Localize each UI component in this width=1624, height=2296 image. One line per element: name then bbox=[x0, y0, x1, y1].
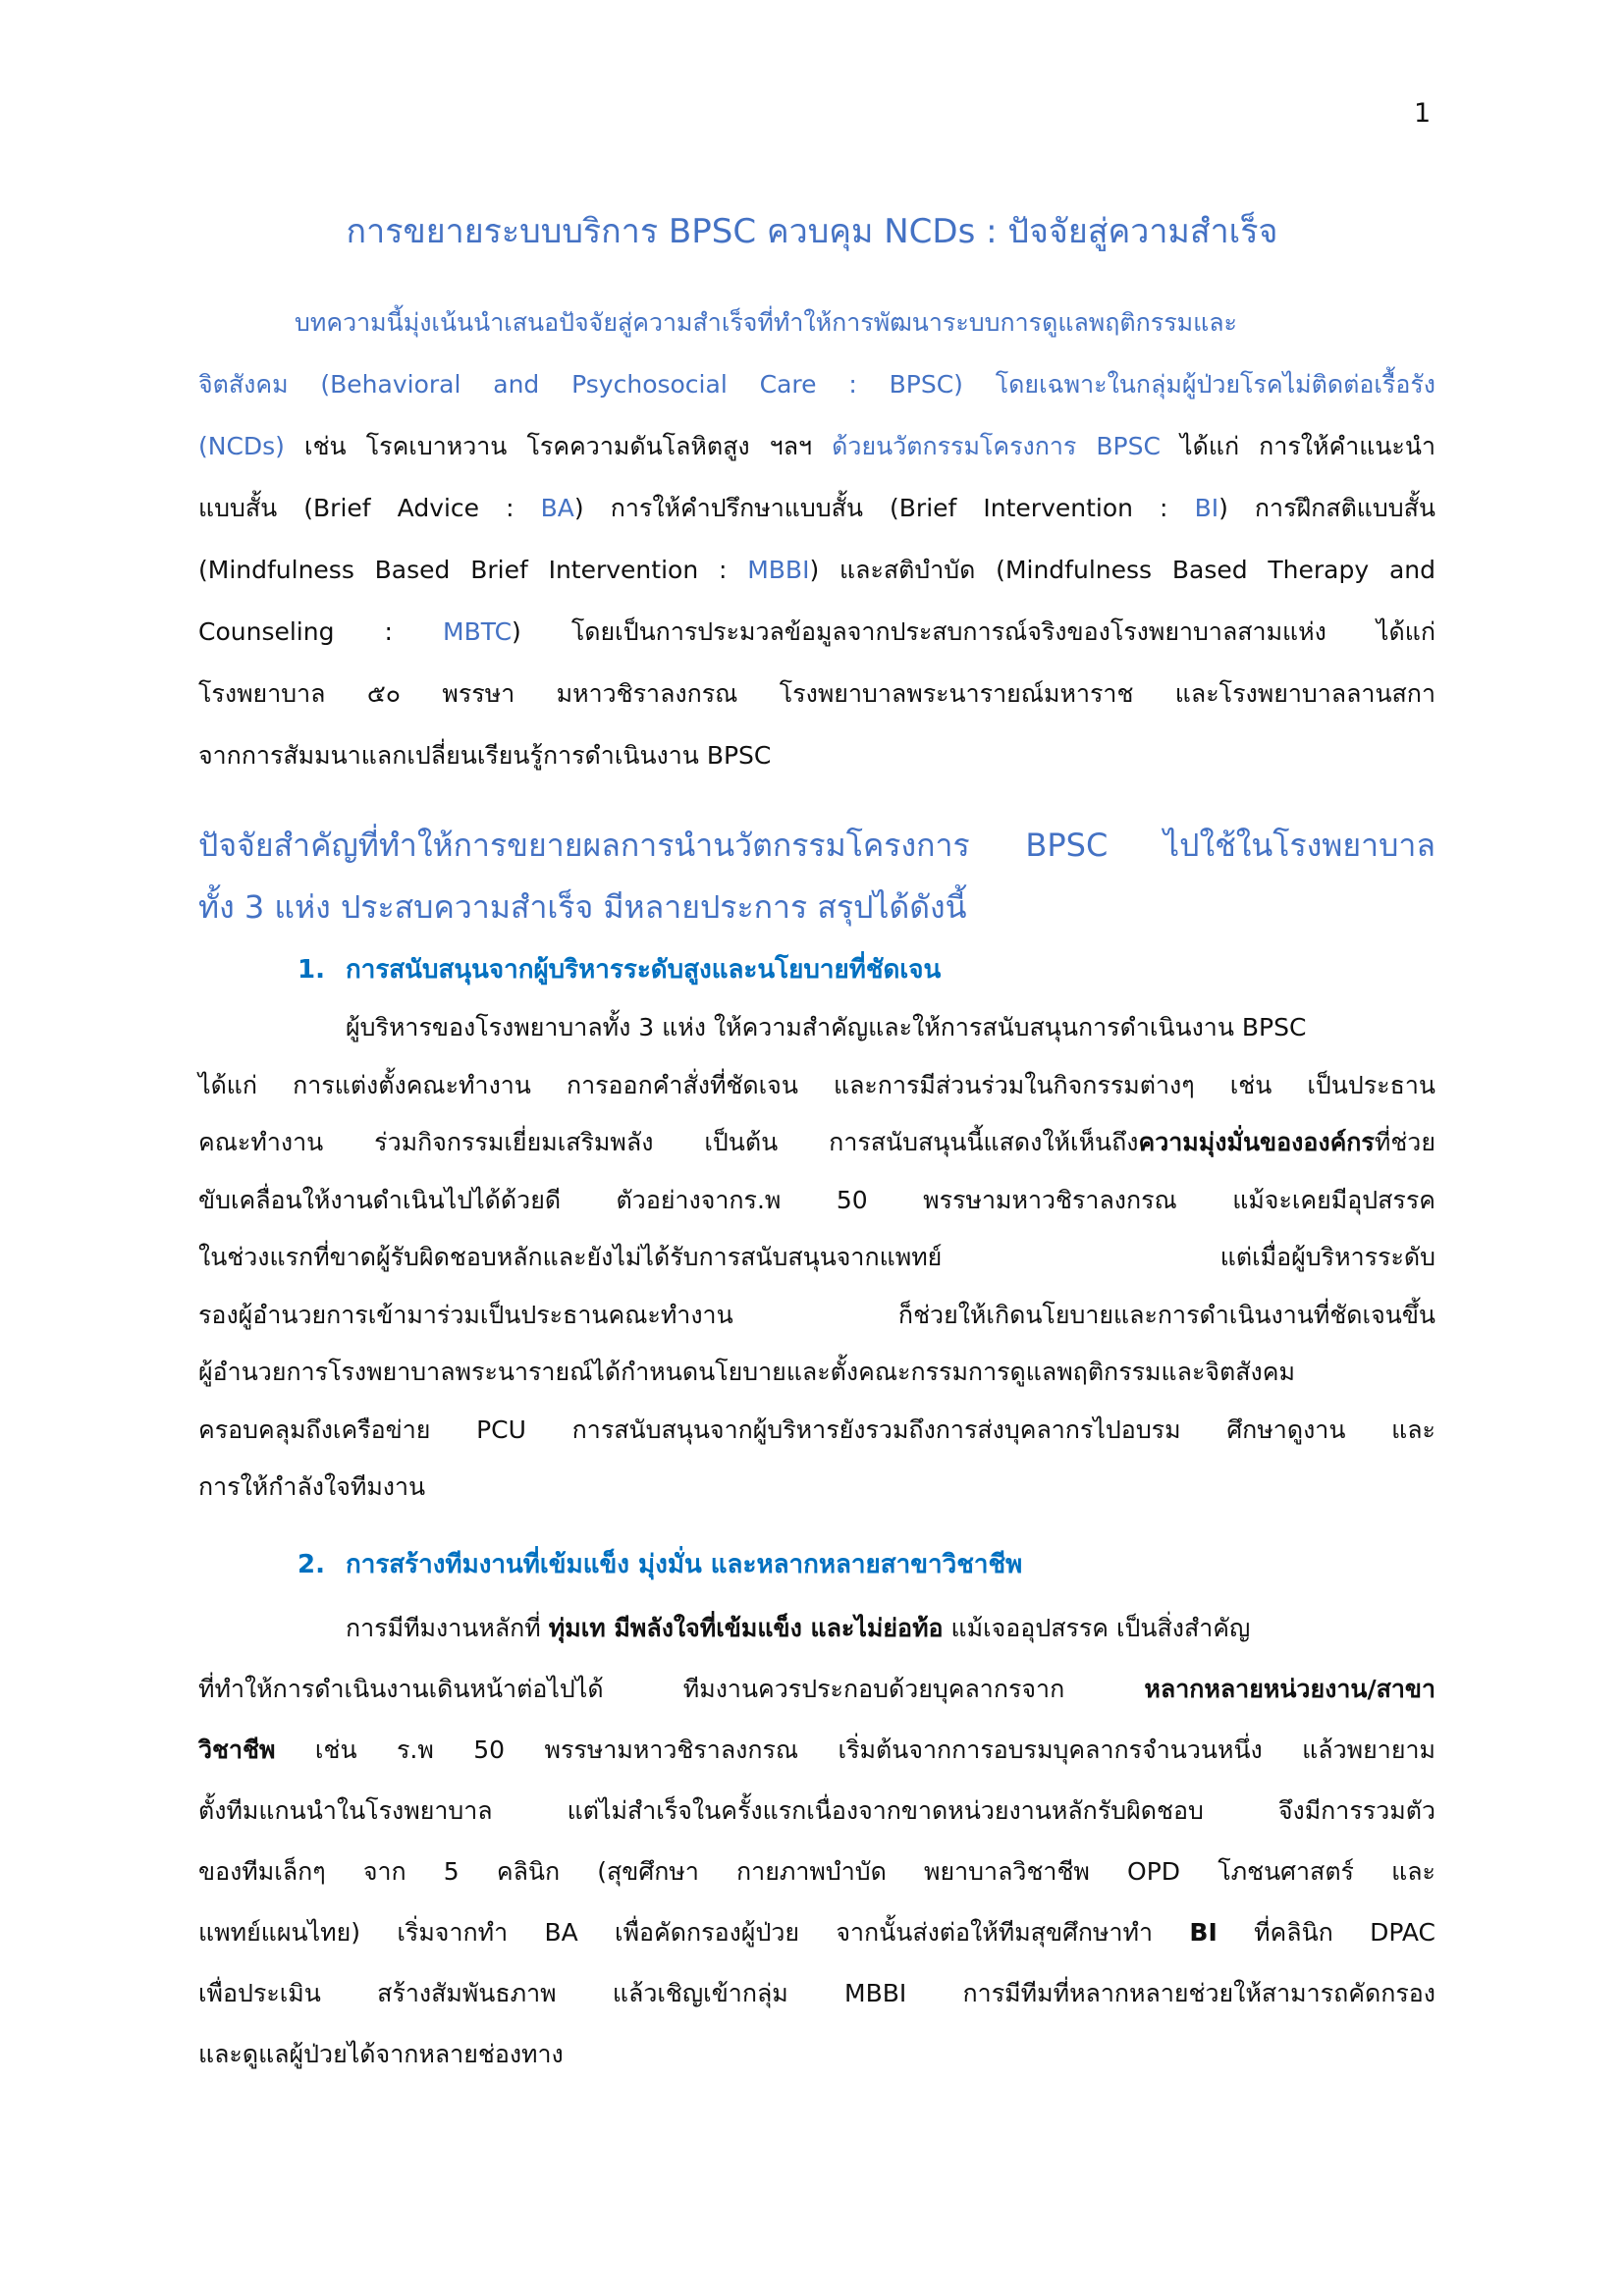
text-segment: จากการสัมมนาแลกเปลี่ยนเรียนรู้การดำเนินงาน BPSC bbox=[198, 741, 772, 770]
text-segment: เพื่อประเมิน สร้างสัมพันธภาพ แล้วเชิญเข้ากลุ่ม MBBI การมีทีมที่หลากหลายช่วยให้สามารถคัดกรอง bbox=[198, 1979, 1435, 2007]
text-line bbox=[198, 1057, 1435, 1115]
text-segment: ในช่วงแรกที่ขาดผู้รับผิดชอบหลักและยังไม่ได้รับการสนับสนุนจากแพทย์ แต่เมื่อผู้บริหารระดับ bbox=[198, 1243, 1435, 1271]
item-heading-text: การสนับสนุนจากผู้บริหารระดับสูงและนโยบายที่ชัดเจน bbox=[346, 955, 942, 985]
item-heading-1 bbox=[298, 945, 941, 994]
text-line bbox=[198, 815, 1435, 877]
highlighted-text: ด้วยนวัตกรรมโครงการ BPSC bbox=[832, 432, 1161, 460]
bold-text: วิชาชีพ bbox=[198, 1735, 276, 1764]
item-number: 1. bbox=[298, 955, 325, 985]
highlighted-text: MBTC bbox=[443, 617, 513, 646]
text-line bbox=[198, 663, 1435, 724]
text-segment: ) การให้คำปรึกษาแบบสั้น (Brief Intervention : bbox=[573, 494, 1195, 522]
text-line bbox=[198, 477, 1435, 539]
text-segment: ที่ช่วย bbox=[1374, 1128, 1435, 1156]
text-line bbox=[198, 2024, 1435, 2085]
text-segment: ที่ทำให้การดำเนินงานเดินหน้าต่อไปได้ ทีมงานควรประกอบด้วยบุคลากรจาก bbox=[198, 1675, 1145, 1703]
text-line bbox=[198, 1344, 1435, 1402]
text-segment: ปัจจัยสำคัญที่ทำให้การขยายผลการนำนวัตกรรมโครงการ BPSC ไปใช้ในโรงพยาบาล bbox=[198, 827, 1435, 864]
text-segment: และดูแลผู้ป่วยได้จากหลายช่องทาง bbox=[198, 2040, 564, 2068]
text-segment: รองผู้อำนวยการเข้ามาร่วมเป็นประธานคณะทำงาน ก็ช่วยให้เกิดนโยบายและการดำเนินงานที่ชัดเจนขึ้น bbox=[198, 1300, 1435, 1329]
highlighted-text: (NCDs) bbox=[198, 432, 285, 460]
bold-text: ทุ่มเท มีพลังใจที่เข้มแข็ง และไม่ย่อท้อ bbox=[548, 1614, 944, 1642]
highlighted-text: บทความนี้มุ่งเน้นนำเสนอปัจจัยสู่ความสำเร็จที่ทำให้การพัฒนาระบบการดูแลพฤติกรรมและ bbox=[295, 308, 1237, 337]
item-1-body bbox=[198, 999, 1435, 1517]
item-2-body bbox=[198, 1598, 1435, 2085]
document-title: การขยายระบบบริการ BPSC ควบคุม NCDs : ปัจจัยสู่ความสำเร็จ bbox=[346, 212, 1278, 251]
highlighted-text: BA bbox=[540, 494, 574, 522]
text-segment: ขับเคลื่อนให้งานดำเนินไปได้ด้วยดี ตัวอย่างจากร.พ 50 พรรษามหาวชิราลงกรณ แม้จะเคยมีอุปสรรค bbox=[198, 1185, 1435, 1214]
text-line bbox=[198, 1402, 1435, 1460]
text-segment: ) โดยเป็นการประมวลข้อมูลจากประสบการณ์จริงของโรงพยาบาลสามแห่ง ได้แก่ bbox=[512, 617, 1435, 646]
text-line bbox=[198, 1720, 1435, 1781]
text-line bbox=[198, 415, 1435, 477]
text-segment: แม้เจออุปสรรค เป็นสิ่งสำคัญ bbox=[943, 1614, 1251, 1642]
bold-text: หลากหลายหน่วยงาน/สาขา bbox=[1144, 1675, 1435, 1703]
text-segment: เช่น ร.พ 50 พรรษามหาวชิราลงกรณ เริ่มต้นจากการอบรมบุคลากรจำนวนหนึ่ง แล้วพยายาม bbox=[275, 1735, 1435, 1764]
page-number: 1 bbox=[1414, 98, 1432, 129]
text-line bbox=[198, 353, 1435, 415]
text-line bbox=[198, 999, 1435, 1057]
text-line bbox=[198, 1842, 1435, 1902]
text-segment: ผู้บริหารของโรงพยาบาลทั้ง 3 แห่ง ให้ความสำคัญและให้การสนับสนุนการดำเนินงาน BPSC bbox=[346, 1013, 1307, 1041]
text-segment: ได้แก่ การแต่งตั้งคณะทำงาน การออกคำสั่งที่ชัดเจน และการมีส่วนร่วมในกิจกรรมต่างๆ เช่น เป็นประธาน bbox=[198, 1070, 1435, 1099]
text-line bbox=[198, 1287, 1435, 1345]
text-line bbox=[198, 292, 1435, 353]
text-line bbox=[198, 1114, 1435, 1172]
text-line bbox=[198, 539, 1435, 601]
text-segment: แพทย์แผนไทย) เริ่มจากทำ BA เพื่อคัดกรองผู้ป่วย จากนั้นส่งต่อให้ทีมสุขศึกษาทำ bbox=[198, 1918, 1190, 1947]
text-segment: ที่คลินิก DPAC bbox=[1217, 1918, 1435, 1947]
highlighted-text: จิตสังคม (Behavioral and Psychosocial Care : BPSC) โดยเฉพาะในกลุ่มผู้ป่วยโรคไม่ติดต่อเรื้อรัง bbox=[198, 370, 1435, 399]
text-segment: ) และสติบำบัด (Mindfulness Based Therapy and bbox=[809, 556, 1435, 584]
text-segment: การมีทีมงานหลักที่ bbox=[346, 1614, 549, 1642]
text-segment: ของทีมเล็กๆ จาก 5 คลินิก (สุขศึกษา กายภาพบำบัด พยาบาลวิชาชีพ OPD โภชนศาสตร์ และ bbox=[198, 1857, 1435, 1886]
text-line bbox=[198, 1598, 1435, 1659]
text-segment: Counseling : bbox=[198, 617, 444, 646]
intro-paragraph bbox=[198, 292, 1435, 786]
text-segment: โรงพยาบาล ๕๐ พรรษา มหาวชิราลงกรณ โรงพยาบาลพระนารายณ์มหาราช และโรงพยาบาลลานสกา bbox=[198, 679, 1435, 708]
item-number: 2. bbox=[298, 1550, 325, 1579]
highlighted-text: BI bbox=[1194, 494, 1219, 522]
text-line bbox=[198, 724, 1435, 786]
text-segment: แบบสั้น (Brief Advice : bbox=[198, 494, 541, 522]
item-heading-text: การสร้างทีมงานที่เข้มแข็ง มุ่งมั่น และหลากหลายสาขาวิชาชีพ bbox=[346, 1550, 1023, 1579]
text-segment: เช่น โรคเบาหวาน โรคความดันโลหิตสูง ฯลฯ bbox=[284, 432, 833, 460]
text-segment: การให้กำลังใจทีมงาน bbox=[198, 1472, 426, 1501]
text-segment: ผู้อำนวยการโรงพยาบาลพระนารายณ์ได้กำหนดนโยบายและตั้งคณะกรรมการดูแลพฤติกรรมและจิตสังคม bbox=[198, 1358, 1295, 1386]
highlighted-text: MBBI bbox=[747, 556, 810, 584]
text-segment: (Mindfulness Based Brief Intervention : bbox=[198, 556, 748, 584]
text-line bbox=[198, 877, 1435, 938]
text-line bbox=[198, 1781, 1435, 1842]
text-segment: ได้แก่ การให้คำแนะนำ bbox=[1160, 432, 1435, 460]
text-line bbox=[198, 1902, 1435, 1963]
section-heading bbox=[198, 815, 1435, 938]
text-segment: ) การฝึกสติแบบสั้น bbox=[1218, 494, 1436, 522]
text-segment: ทั้ง 3 แห่ง ประสบความสำเร็จ มีหลายประการ สรุปได้ดังนี้ bbox=[198, 888, 967, 926]
text-line bbox=[198, 1659, 1435, 1720]
text-segment: ตั้งทีมแกนนำในโรงพยาบาล แต่ไม่สำเร็จในครั้งแรกเนื่องจากขาดหน่วยงานหลักรับผิดชอบ จึงมีการรวมตัว bbox=[198, 1796, 1435, 1825]
item-heading-2 bbox=[298, 1540, 1022, 1589]
text-line bbox=[198, 1229, 1435, 1287]
text-line bbox=[198, 601, 1435, 663]
text-line bbox=[198, 1172, 1435, 1230]
text-line bbox=[198, 1963, 1435, 2024]
bold-text: ความมุ่งมั่นขององค์กร bbox=[1138, 1128, 1375, 1156]
text-line bbox=[198, 1459, 1435, 1517]
text-segment: คณะทำงาน ร่วมกิจกรรมเยี่ยมเสริมพลัง เป็นต้น การสนับสนุนนี้แสดงให้เห็นถึง bbox=[198, 1128, 1139, 1156]
bold-text: BI bbox=[1189, 1918, 1218, 1947]
text-segment: ครอบคลุมถึงเครือข่าย PCU การสนับสนุนจากผู้บริหารยังรวมถึงการส่งบุคลากรไปอบรม ศึกษาดูงาน และ bbox=[198, 1415, 1435, 1444]
